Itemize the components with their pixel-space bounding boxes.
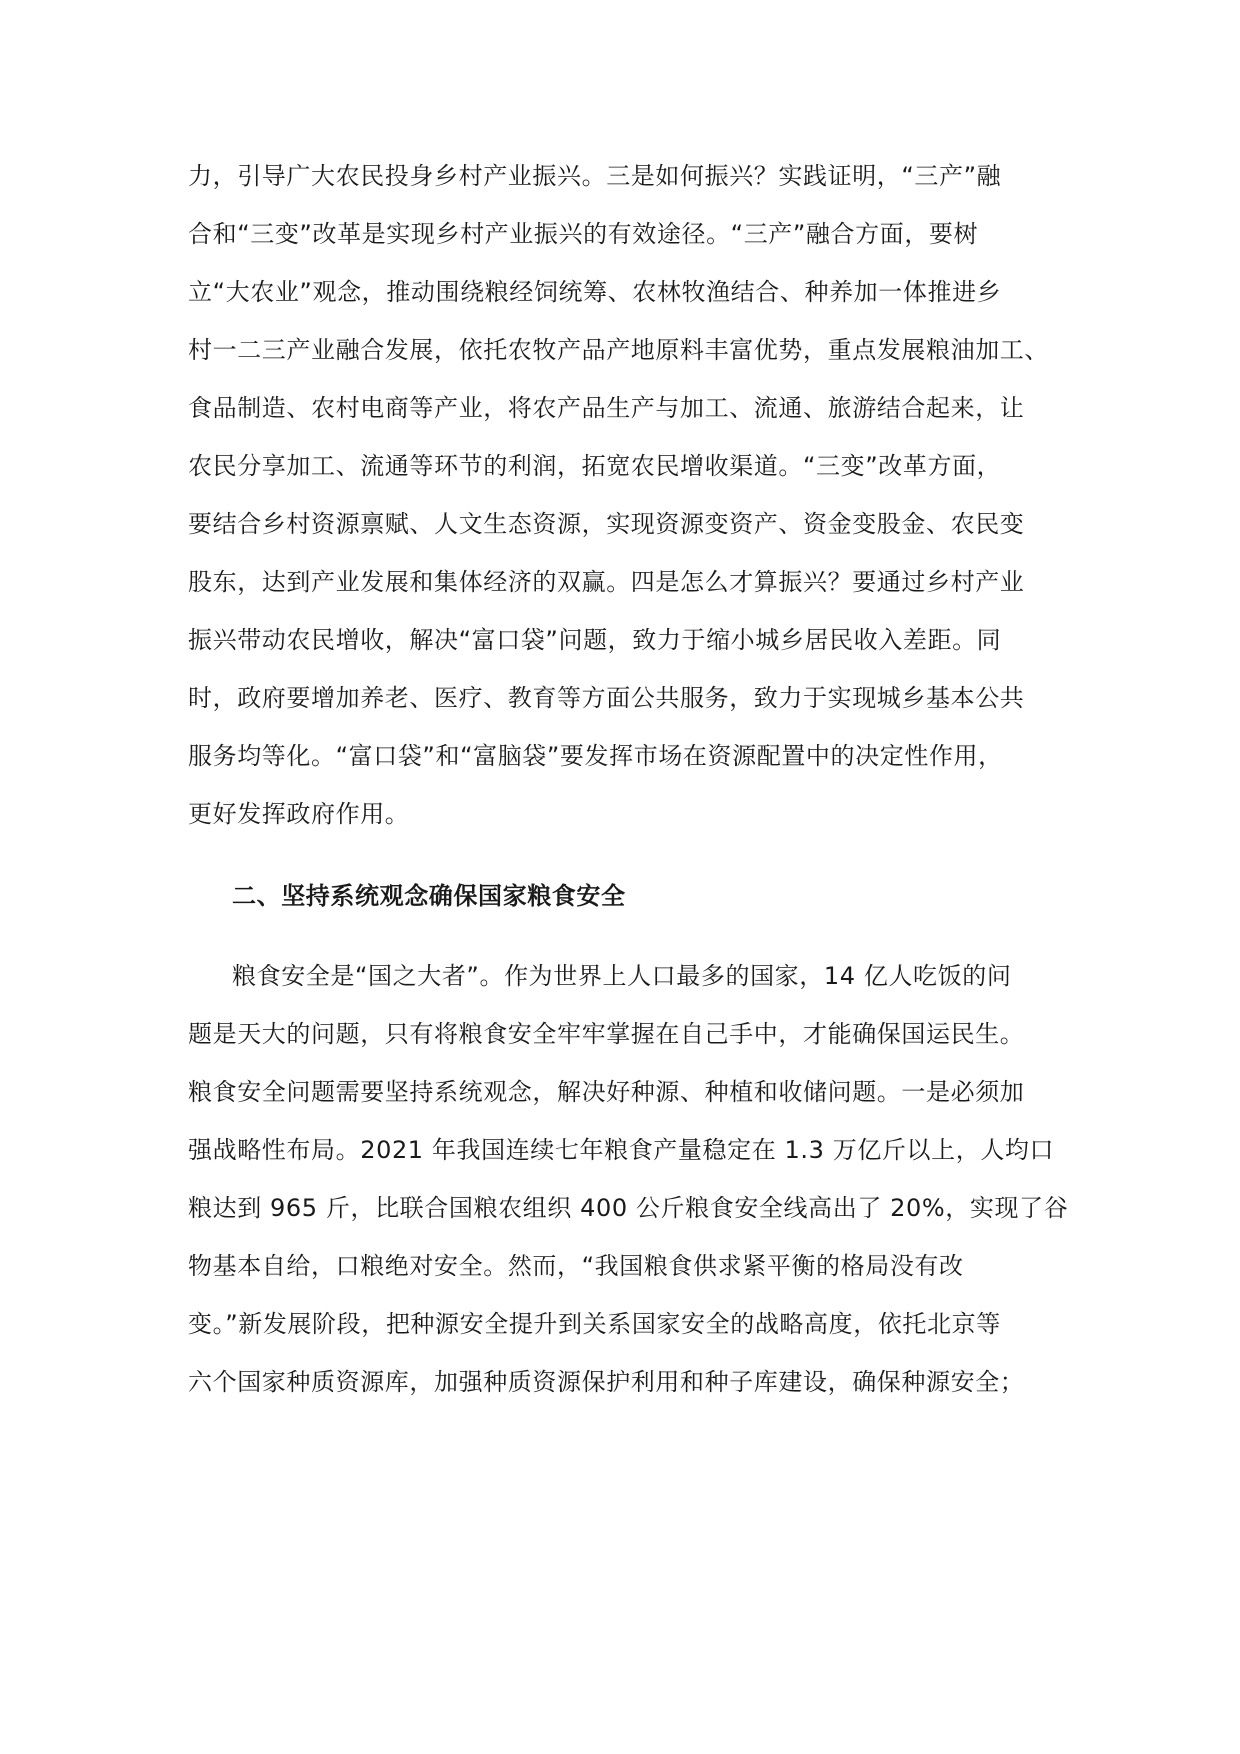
paragraph-line: 合和“三变”改革是实现乡村产业振兴的有效途径。“三产”融合方面，要树: [188, 220, 979, 248]
paragraph-line: 力，引导广大农民投身乡村产业振兴。三是如何振兴？实践证明，“三产”融: [188, 162, 1002, 190]
paragraph-line: 六个国家种质资源库，加强种质资源保护利用和种子库建设，确保种源安全；: [188, 1368, 1025, 1396]
paragraph-line: 农民分享加工、流通等环节的利润，拓宽农民增收渠道。“三变”改革方面，: [188, 452, 1002, 480]
paragraph-line: 粮食安全是“国之大者”。作为世界上人口最多的国家，14 亿人吃饭的问: [232, 962, 1012, 990]
paragraph-line: 村一二三产业融合发展，依托农牧产品产地原料丰富优势，重点发展粮油加工、: [188, 336, 1049, 364]
paragraph-line: 物基本自给，口粮绝对安全。然而，“我国粮食供求紧平衡的格局没有改: [188, 1252, 964, 1280]
paragraph-line: 更好发挥政府作用。: [188, 800, 410, 828]
section-heading: 二、坚持系统观念确保国家粮食安全: [232, 882, 626, 910]
paragraph-line: 股东，达到产业发展和集体经济的双赢。四是怎么才算振兴？要通过乡村产业: [188, 568, 1025, 596]
paragraph-line: 粮达到 965 斤，比联合国粮农组织 400 公斤粮食安全线高出了 20%，实现了谷: [188, 1194, 1069, 1222]
paragraph-line: 服务均等化。“富口袋”和“富脑袋”要发挥市场在资源配置中的决定性作用，: [188, 742, 1003, 770]
paragraph-line: 粮食安全问题需要坚持系统观念，解决好种源、种植和收储问题。一是必须加: [188, 1078, 1025, 1106]
paragraph-line: 强战略性布局。2021 年我国连续七年粮食产量稳定在 1.3 万亿斤以上，人均口: [188, 1136, 1055, 1164]
paragraph-line: 题是天大的问题，只有将粮食安全牢牢掌握在自己手中，才能确保国运民生。: [188, 1020, 1025, 1048]
paragraph-line: 变。”新发展阶段，把种源安全提升到关系国家安全的战略高度，依托北京等: [188, 1310, 1001, 1338]
paragraph-line: 时，政府要增加养老、医疗、教育等方面公共服务，致力于实现城乡基本公共: [188, 684, 1025, 712]
paragraph-line: 立“大农业”观念，推动围绕粮经饲统筹、农林牧渔结合、种养加一体推进乡: [188, 278, 1002, 306]
paragraph-line: 要结合乡村资源禀赋、人文生态资源，实现资源变资产、资金变股金、农民变: [188, 510, 1025, 538]
paragraph-line: 振兴带动农民增收，解决“富口袋”问题，致力于缩小城乡居民收入差距。同: [188, 626, 1002, 654]
paragraph-line: 食品制造、农村电商等产业，将农产品生产与加工、流通、旅游结合起来，让: [188, 394, 1025, 422]
